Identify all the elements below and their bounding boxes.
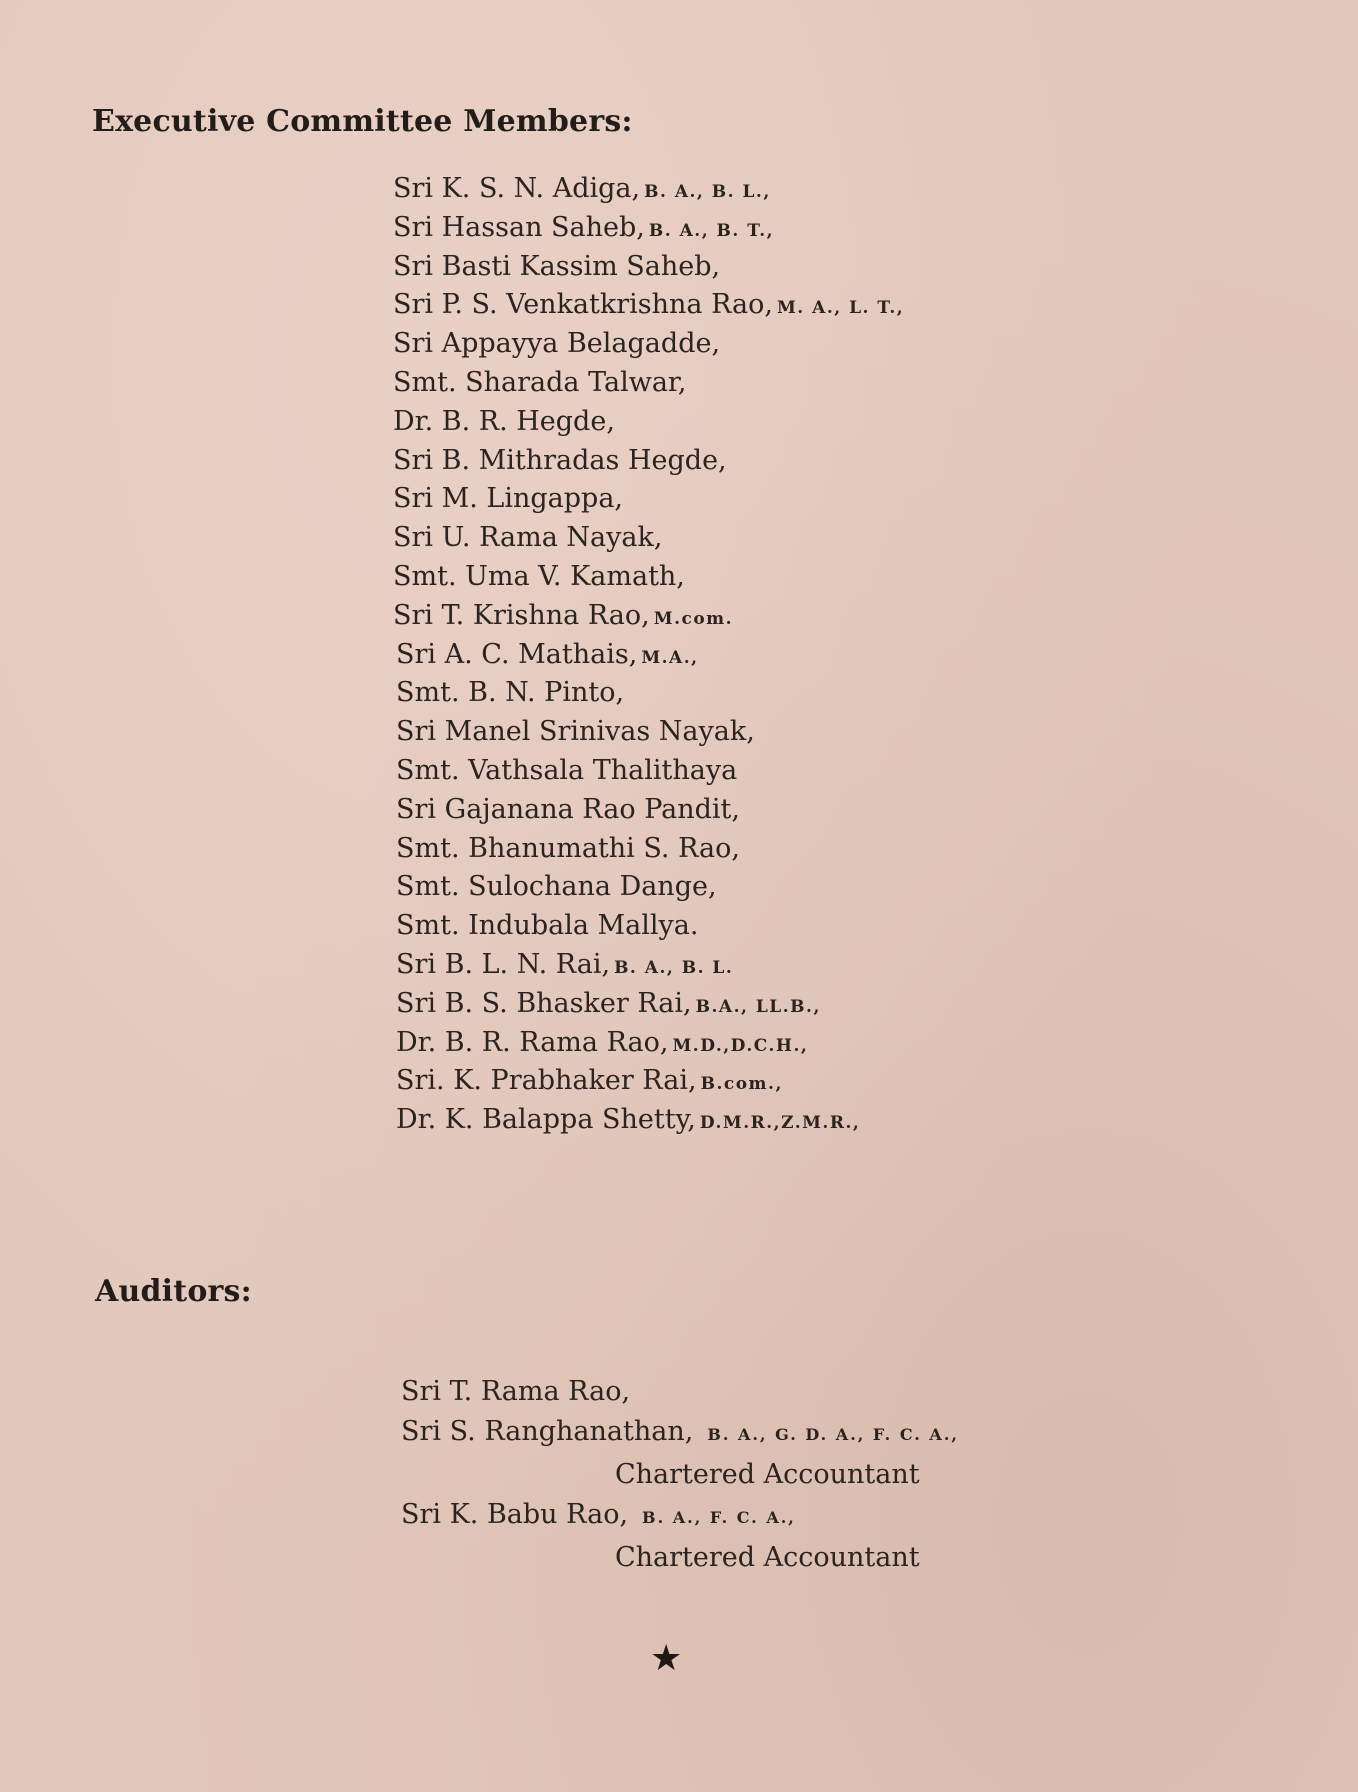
member-name: Smt. Sulochana Dange, [396, 871, 717, 903]
member-name: Sri K. S. N. Adiga, [393, 173, 641, 204]
member-entry [393, 868, 904, 907]
member-degree: M. A., L. T., [776, 298, 905, 319]
member-entry [393, 403, 904, 442]
member-name: Sri B. L. N. Rai, [396, 948, 611, 980]
member-entry [393, 597, 904, 636]
member-degree: D.M.R.,Z.M.R., [699, 1113, 861, 1134]
member-entry [393, 442, 904, 481]
member-entry [393, 480, 904, 519]
member-degree: B.com., [700, 1074, 783, 1095]
auditor-degree: B. A., G. D. A., F. C. A., [707, 1425, 959, 1444]
auditor-name: Sri K. Babu Rao, [401, 1499, 629, 1530]
member-name: Smt. Vathsala Thalithaya [396, 754, 738, 786]
member-entry [393, 674, 904, 713]
auditor-name: Sri T. Rama Rao, [401, 1376, 631, 1407]
member-name: Sri T. Krishna Rao, [393, 599, 650, 631]
member-name: Smt. Bhanumathi S. Rao, [396, 832, 740, 864]
member-name: Smt. B. N. Pinto, [396, 677, 625, 709]
member-entry [393, 985, 904, 1024]
member-entry [393, 364, 904, 403]
member-name: Sri B. S. Bhasker Rai, [396, 987, 692, 1019]
star-icon: ★ [650, 1638, 683, 1679]
member-entry [393, 325, 904, 364]
member-degree: B. A., B. L., [644, 182, 771, 202]
member-name: Dr. B. R. Hegde, [393, 405, 615, 437]
member-name: Sri B. Mithradas Hegde, [393, 444, 727, 476]
auditors-heading: Auditors: [95, 1274, 252, 1309]
member-name: Sri Gajanana Rao Pandit, [396, 793, 740, 825]
member-entry [393, 636, 904, 675]
member-name: Sri P. S. Venkatkrishna Rao, [393, 289, 773, 321]
member-name: Sri U. Rama Nayak, [393, 522, 663, 554]
member-name: Sri Basti Kassim Saheb, [393, 250, 721, 282]
member-entry [393, 1024, 904, 1063]
member-entry [393, 713, 904, 752]
member-name: Sri A. C. Mathais, [396, 638, 638, 670]
member-name: Smt. Uma V. Kamath, [393, 560, 685, 592]
member-name: Sri Hassan Saheb, [393, 211, 645, 243]
member-entry [393, 248, 904, 287]
member-name: Smt. Sharada Talwar, [393, 366, 687, 398]
member-entry [393, 1062, 904, 1101]
auditor-entry [401, 1495, 959, 1538]
member-entry [393, 752, 904, 791]
member-degree: B. A., B. T., [648, 220, 775, 241]
auditor-degree: B. A., F. C. A., [642, 1508, 796, 1527]
member-entry [393, 558, 904, 597]
auditor-entry [401, 1372, 959, 1412]
member-name: Sri. K. Prabhaker Rai, [396, 1065, 697, 1097]
auditor-role: Chartered Accountant [615, 1459, 920, 1490]
member-entry [393, 286, 904, 325]
member-entry [393, 170, 904, 209]
member-name: Dr. B. R. Rama Rao, [396, 1026, 669, 1058]
member-entry [393, 1101, 904, 1140]
executive-committee-heading: Executive Committee Members: [92, 104, 633, 139]
member-entry [393, 946, 904, 985]
member-name: Smt. Indubala Mallya. [396, 910, 699, 942]
member-name: Dr. K. Balappa Shetty, [396, 1104, 696, 1136]
member-degree: M.A., [641, 647, 699, 668]
member-degree: B. A., B. L. [614, 957, 734, 978]
member-name: Sri Appayya Belagadde, [393, 328, 721, 360]
member-entry [393, 791, 904, 830]
member-entry [393, 830, 904, 869]
auditor-name: Sri S. Ranghanathan, [401, 1416, 694, 1447]
member-degree: B.A., LL.B., [695, 996, 821, 1017]
auditor-role: Chartered Accountant [615, 1542, 920, 1573]
member-entry [393, 209, 904, 248]
executive-committee-list [393, 170, 904, 1140]
member-name: Sri Manel Srinivas Nayak, [396, 716, 755, 748]
member-entry [393, 519, 904, 558]
auditor-entry [401, 1412, 959, 1455]
member-entry [393, 907, 904, 946]
member-degree: M.com. [653, 608, 734, 629]
member-name: Sri M. Lingappa, [393, 483, 624, 515]
auditors-list [401, 1372, 959, 1578]
member-degree: M.D.,D.C.H., [672, 1035, 809, 1056]
